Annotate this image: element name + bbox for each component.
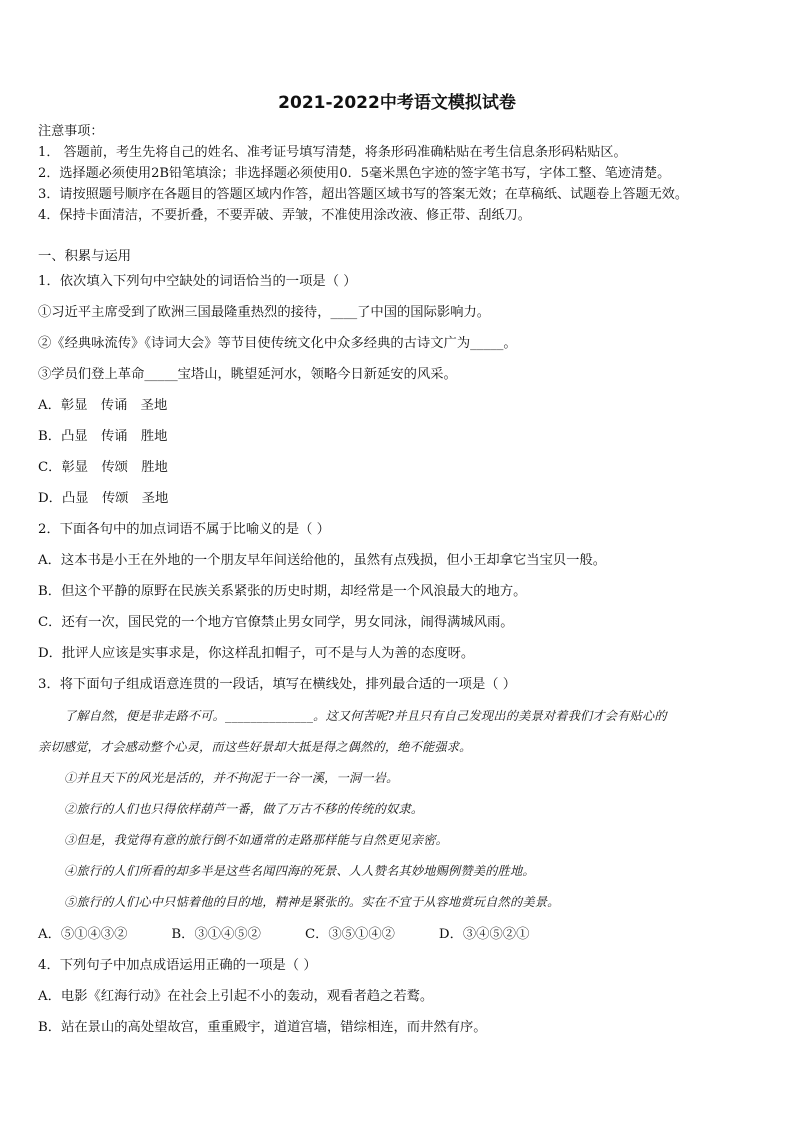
question-3-sentence: ③但是，我觉得有意的旅行倒不如通常的走路那样能与自然更见亲密。 xyxy=(64,833,449,847)
question-2-option-b: B．但这个平静的原野在民族关系紧张的历史时期，却经常是一个风浪最大的地方。 xyxy=(38,584,527,599)
notice-item: 2．选择题必须使用2B铅笔填涂；非选择题必须使用0．5毫米黑色字迹的签字笔书写，字体工整、笔迹清楚。 xyxy=(38,166,671,181)
question-2-option-c: C．还有一次，国民党的一个地方官僚禁止男女同学，男女同泳，闹得满城风雨。 xyxy=(38,615,514,630)
question-1-stem: 1．依次填入下列句中空缺处的词语恰当的一项是（ ） xyxy=(38,274,357,289)
question-4-stem: 4．下列句子中加点成语运用正确的一项是（ ） xyxy=(38,958,317,973)
question-1-sentence: ①习近平主席受到了欧洲三国最隆重热烈的接待，____了中国的国际影响力。 xyxy=(38,305,491,320)
question-3-option-d: D．③④⑤②① xyxy=(438,927,530,942)
question-4-option-b: B．站在景山的高处望故宫，重重殿宇，道道宫墙，错综相连，而井然有序。 xyxy=(38,1020,487,1035)
page-title: 2021-2022中考语文模拟试卷 xyxy=(278,93,516,113)
question-4-option-a: A．电影《红海行动》在社会上引起不小的轰动，观看者趋之若鹜。 xyxy=(38,989,434,1004)
question-2-option-d: D．批评人应该是实事求是，你这样乱扣帽子，可不是与人为善的态度呀。 xyxy=(38,646,475,661)
question-1-sentence: ②《经典咏流传》《诗词大会》等节目使传统文化中众多经典的古诗文广为_____。 xyxy=(38,336,517,351)
notice-item: 4．保持卡面清洁，不要折叠，不要弄破、弄皱，不准使用涂改液、修正带、刮纸刀。 xyxy=(38,208,531,223)
question-2-option-a: A．这本书是小王在外地的一个朋友早年间送给他的，虽然有点残损，但小王却拿它当宝贝一般。 xyxy=(38,553,607,568)
question-3-sentence: ②旅行的人们也只得依样葫芦一番，做了万古不移的传统的奴隶。 xyxy=(64,802,424,816)
question-1-option-b: B．凸显 传诵 胜地 xyxy=(38,429,168,444)
question-1-option-d: D．凸显 传颂 圣地 xyxy=(38,491,169,506)
question-3-sentence: ④旅行的人们所看的却多半是这些名闻四海的死景、人人赞名其妙地赐例赞美的胜地。 xyxy=(64,864,535,878)
notice-item: 3．请按照题号顺序在各题目的答题区域内作答，超出答题区域书写的答案无效；在草稿纸、试题卷上答题无效。 xyxy=(38,187,688,202)
question-1-option-c: C．彰显 传颂 胜地 xyxy=(38,460,168,475)
question-3-sentence: ①并且天下的风光是活的，并不拘泥于一谷一溪，一洞一岩。 xyxy=(64,771,399,785)
question-3-option-c: C．③⑤①④② xyxy=(304,927,395,942)
question-2-stem: 2．下面各句中的加点词语不属于比喻义的是（ ） xyxy=(38,522,330,537)
question-3-option-b: B．③①④⑤② xyxy=(171,927,261,942)
notice-heading: 注意事项： xyxy=(38,124,104,139)
question-1-sentence: ③学员们登上革命_____宝塔山，眺望延河水，领略今日新延安的风采。 xyxy=(38,367,457,382)
question-3-sentence: ⑤旅行的人们心中只惦着他的目的地，精神是紧张的。实在不宜于从容地赏玩自然的美景。 xyxy=(64,895,560,909)
notice-item: 1． 答题前，考生先将自己的姓名、准考证号填写清楚，将条形码准确粘贴在考生信息条形码粘贴区。 xyxy=(38,145,627,160)
section-heading: 一、积累与运用 xyxy=(38,249,132,264)
question-3-stem: 3．将下面句子组成语意连贯的一段话，填写在横线处，排列最合适的一项是（ ） xyxy=(38,677,517,692)
question-3-passage: 了解自然，便是非走路不可。______________。这又何苦呢?并且只有自己发现出的美景对着我们才会有贴心的 xyxy=(64,709,667,723)
question-3-options xyxy=(38,925,529,945)
question-3-option-a: A．⑤①④③② xyxy=(38,927,128,942)
question-1-option-a: A．彰显 传诵 圣地 xyxy=(38,398,168,413)
question-3-passage: 亲切感觉，才会感动整个心灵，而这些好景却大抵是得之偶然的，绝不能强求。 xyxy=(38,740,472,754)
